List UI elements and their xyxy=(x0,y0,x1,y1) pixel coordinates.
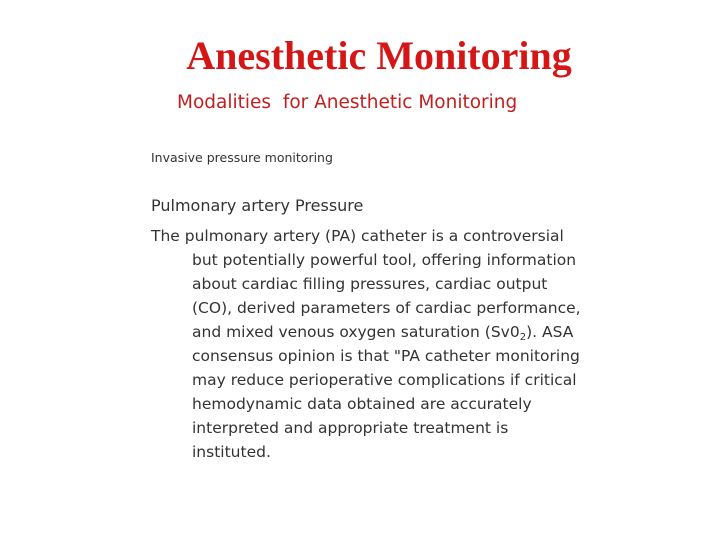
body-line-text: and mixed venous oxygen saturation (Sv0 xyxy=(192,323,520,341)
body-paragraph xyxy=(151,224,611,464)
body-line: (CO), derived parameters of cardiac performance, xyxy=(192,299,581,317)
body-line: may reduce perioperative complications if critical xyxy=(192,371,577,389)
body-line: The pulmonary artery (PA) catheter is a controversial xyxy=(151,227,564,245)
body-line: instituted. xyxy=(192,443,271,461)
body-line xyxy=(151,320,611,344)
body-line: hemodynamic data obtained are accurately xyxy=(192,395,532,413)
section-heading: Pulmonary artery Pressure xyxy=(151,196,364,215)
body-line: but potentially powerful tool, offering information xyxy=(192,251,577,269)
body-line-text: ). ASA xyxy=(526,323,574,341)
section-label: Invasive pressure monitoring xyxy=(151,150,333,165)
body-line: interpreted and appropriate treatment is xyxy=(192,419,509,437)
slide-title: Anesthetic Monitoring xyxy=(186,33,572,78)
body-line: about cardiac filling pressures, cardiac output xyxy=(192,275,548,293)
slide-subtitle: Modalities for Anesthetic Monitoring xyxy=(177,92,518,113)
body-line: consensus opinion is that "PA catheter monitoring xyxy=(192,347,580,365)
subscript: 2 xyxy=(519,332,527,343)
